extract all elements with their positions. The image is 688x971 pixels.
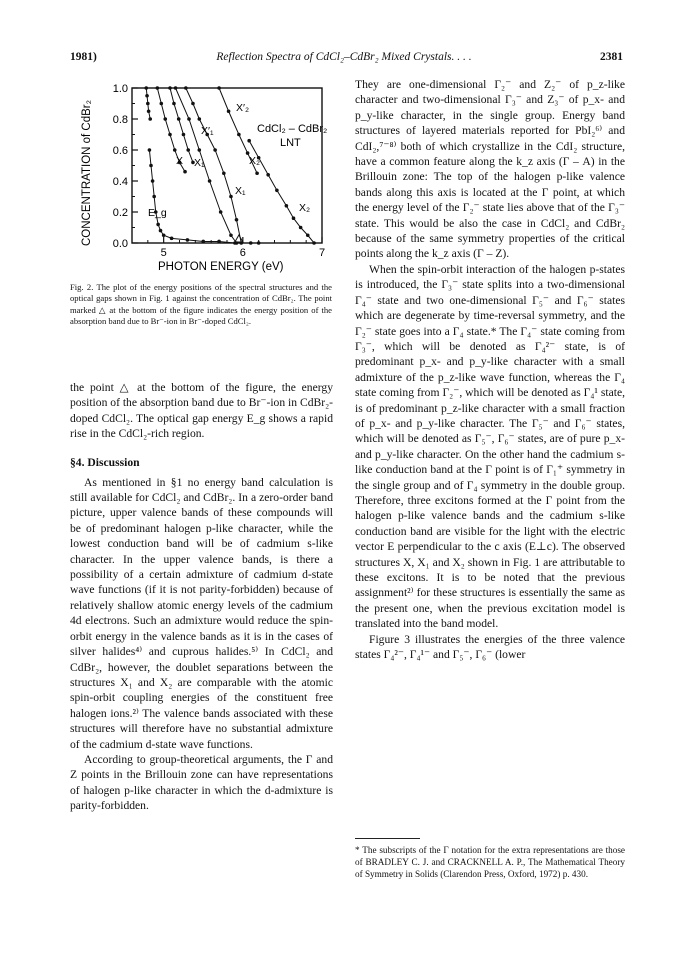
data-point [255,171,259,175]
data-point [213,148,217,152]
label-x2-upper: X₂ [249,155,261,167]
data-point [145,94,149,98]
data-point [168,86,172,90]
x-tick-label: 7 [318,247,326,259]
data-point [222,171,226,175]
footnote: * The subscripts of the Γ notation for the extra representations are those of BRADLEY C. J. and CRACKNELL A. P., The Mathematical Theory of Symmetry in Solids (Clarendon Press, Oxford, 1972) p. 430. [355,845,625,879]
data-point [152,195,156,199]
data-point [163,117,167,121]
y-tick-label: 0.4 [112,176,128,188]
label-eg: E_g [148,207,167,219]
x-tick-label: 5 [160,247,167,259]
data-point [219,210,223,214]
footnote-divider [355,838,420,839]
data-point [183,170,187,174]
y-tick-label: 0.8 [112,114,128,126]
data-point [312,241,316,245]
data-point [148,117,152,121]
paragraph: the point △ at the bottom of the figure, the energy position of the absorption band due to Br⁻-ion in CdBr₂-doped CdCl₂. The optical gap energy E_g shows a rapid rise in the CdCl₂-rich region. [70,381,333,441]
data-point [151,179,155,183]
data-point [156,223,160,227]
data-point [147,109,151,113]
page-header-title: Reflection Spectra of CdCl₂–CdBr₂ Mixed Crystals. . . . [216,51,472,63]
data-point [184,86,188,90]
label-x1-lower: X₁ [235,185,246,197]
label-x: X [176,155,184,167]
data-point [144,86,148,90]
data-point [229,233,233,237]
data-point [227,109,231,113]
data-point [275,189,279,193]
data-point [159,229,163,233]
data-point [299,226,303,230]
page-header-volume: 1981) [70,51,97,63]
x-tick-label: 6 [239,247,246,259]
label-x2-lower: X₂ [299,202,311,214]
data-point [266,173,270,177]
plot-tick-labels [112,83,328,259]
data-point [247,139,251,143]
data-point [174,86,178,90]
paragraph: When the spin-orbit interaction of the halogen p-states is introduced, the Γ₃⁻ state splits into a two-dimensional Γ₄⁻ state and two one-dimensional Γ₅⁻ and Γ₆⁻ states which are degenerate by time-reversal symmetry, and the Γ₂⁻ state goes into a Γ₄ state.* The Γ₄⁻ state coming from Γ₃⁻, which will be denoted as Γ₄²⁻ state, is of predominant p_x- and p_y-like character with a small admixture of the p_z-like wave function, whereas the Γ₄ state coming from Γ₂⁻, which will be denoted as Γ₄¹ state, is of predominant p_z-like character with a small fraction of p_x- and p_y-like character. The Γ₅⁻ and Γ₆⁻ states, which will be denoted as Γ₅⁻, Γ₆⁻ states, are of pure p_x- and p_y-like character. On the other hand the cadmium s-like conduction band at the Γ point is of Γ₁⁺ symmetry in the single group and of Γ₄ symmetry in the double group. Therefore, three excitons formed at the Γ point from the halogen p-like valence bands and the cadmium s-like conduction band are visible for the light with the electric vector E perpendicular to the c axis (E⊥c). The observed structures X, X₁ and X₂ shown in Fig. 1 are attributable to these excitons. It is to be noted that the previous assignment²⁾ for these structures is essentially the same as the present one, when the previous excitation model is translated into the band model. [355,262,625,631]
data-point [146,102,150,106]
paragraph: Figure 3 illustrates the energies of the three valence states Γ₄²⁻, Γ₄¹⁻ and Γ₅⁻, Γ₆⁻ (lower [355,632,625,662]
data-point [191,102,195,106]
right-text-column [355,77,625,662]
page-number: 2381 [600,51,623,63]
data-point [186,148,190,152]
y-axis-label: CONCENTRATION of CdBr₂ [81,99,93,246]
data-point [148,148,152,152]
label-x1-prime: X′₁ [201,125,214,137]
paragraph: According to group-theoretical arguments, the Γ and Z points in the Brillouin zone can have representations of halogen p-like character in which the d-admixture is parity-forbidden. [70,752,333,813]
legend-title: CdCl₂ – CdBr₂ [257,123,328,135]
figure-2-plot [70,78,335,278]
y-tick-label: 0.2 [112,207,128,219]
data-point [159,102,163,106]
left-text-column [70,380,333,814]
data-point [168,133,172,137]
y-tick-label: 0.0 [112,238,128,250]
section-heading: §4. Discussion [70,455,140,469]
data-point [186,238,190,242]
data-point [235,218,239,222]
data-point [249,241,253,245]
plot-marks [144,86,315,245]
data-point [149,164,153,168]
data-point [292,216,296,220]
data-point [162,233,166,237]
data-point [201,240,205,244]
data-point [182,133,186,137]
x-axis-label: PHOTON ENERGY (eV) [158,261,284,273]
data-point [208,179,212,183]
data-point [172,102,176,106]
data-point [197,117,201,121]
data-point [177,117,181,121]
data-point [217,86,221,90]
data-point [237,133,241,137]
data-point [306,233,310,237]
data-point [170,237,174,241]
data-point [257,241,261,245]
figure-caption: Fig. 2. The plot of the energy positions of the spectral structures and the optical gaps shown in Fig. 1 against the concentration of CdBr₂. The point marked △ at the bottom of the figure indicates the energy position of the absorption band due to Br⁻-ion in Br⁻-doped CdCl₂. [70,282,332,327]
series-line [170,88,193,162]
data-point [173,148,177,152]
data-point [285,204,289,208]
legend-lnt: LNT [280,137,301,149]
y-tick-label: 0.6 [112,145,128,157]
label-x2-prime: X′₂ [236,102,250,114]
br-ion-marker-icon [235,235,243,242]
data-point [156,86,160,90]
y-tick-label: 1.0 [112,83,128,95]
paragraph: As mentioned in §1 no energy band calculation is still available for CdCl₂ and CdBr₂. In a zero-order band picture, upper valence bands of these compounds will be of predominant halogen p-like character, while the lowest conduction band will be of cadmium s-like character. In the upper valence bands, is there a possibility of a certain admixture of cadmium d-state wave functions (if it is not parity-forbidden) because of relatively shallow atomic energy levels of the cadmium 4d electrons. Such an admixture would reduce the spin-orbit energy in the valence bands as it is in the cases of silver halides⁴⁾ and cuprous halides.⁵⁾ In CdCl₂ and CdBr₂, however, the doublet separations between the structures X₁ and X₂ are comparable with the atomic spin-orbit coupling energies of the constituent free halogen ions.²⁾ The valence bands associated with these structures will therefore have no substantial admixture of the cadmium d-state wave functions. [70,475,333,751]
label-x1-upper: X₁ [194,157,205,169]
data-point [229,195,233,199]
data-point [187,117,191,121]
data-point [197,148,201,152]
paragraph: They are one-dimensional Γ₂⁻ and Z₂⁻ of p_z-like character and two-dimensional Γ₃⁻ and Z₃⁻ of p_x- and p_y-like character, in the single group. Energy band structures of layered materials reported for PbI₂⁶⁾ and CdI₂,⁷⁻⁸⁾ both of which crystallize in the CdI₂ structure, have a common feature along the k_z axis (Γ – A) in the Brillouin zone: The top of the halogen p-like valence bands along this axis is located at the Γ point, at which the energy level of the Γ₂⁻ state lies above that of the Γ₃⁻ state. This would be also the case in CdCl₂ and CdBr₂ because of the same symmetry properties of the critical points along the k_z axis (Γ – Z). [355,78,625,261]
data-point [217,240,221,244]
